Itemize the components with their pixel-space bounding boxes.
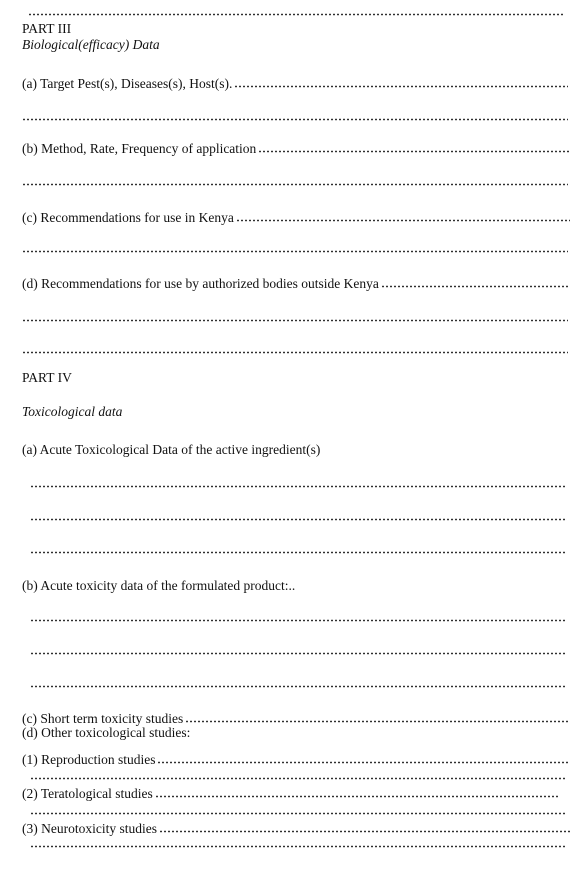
part3-subheading: Biological(efficacy) Data xyxy=(22,37,160,52)
part4-item-c xyxy=(22,711,570,726)
dotted-line xyxy=(30,845,566,848)
dotted-line xyxy=(22,319,568,322)
part3-item-b xyxy=(22,141,572,156)
part4-item-d: (d) Other toxicological studies: xyxy=(22,725,191,740)
dotted-line xyxy=(30,777,566,780)
part4-item-b: (b) Acute toxicity data of the formulated product:.. xyxy=(22,578,296,593)
dotted-line xyxy=(22,351,568,354)
dotted-fill xyxy=(155,795,560,798)
dotted-fill xyxy=(381,285,568,288)
dotted-fill xyxy=(236,219,570,222)
part4-item-c-label: (c) Short term toxicity studies xyxy=(22,711,184,726)
part3-item-c xyxy=(22,210,572,225)
dotted-line xyxy=(30,812,566,815)
part4-item-d1-label: (1) Reproduction studies xyxy=(22,752,156,767)
dotted-line xyxy=(22,250,568,253)
dotted-line xyxy=(30,518,566,521)
part4-subheading: Toxicological data xyxy=(22,404,123,419)
dotted-fill xyxy=(159,830,570,833)
part3-item-c-label: (c) Recommendations for use in Kenya xyxy=(22,210,234,225)
dotted-line xyxy=(30,619,566,622)
part3-item-d-label: (d) Recommendations for use by authorized bodies outside Kenya xyxy=(22,276,379,291)
part4-item-d3-label: (3) Neurotoxicity studies xyxy=(22,821,157,836)
part4-item-d3 xyxy=(22,821,572,836)
part3-heading: PART III xyxy=(22,21,72,36)
part4-item-d1 xyxy=(22,752,572,767)
dotted-line xyxy=(28,13,564,16)
part3-item-a-label: (a) Target Pest(s), Diseases(s), Host(s). xyxy=(22,76,233,91)
part4-heading: PART IV xyxy=(22,370,72,385)
part3-item-d xyxy=(22,276,570,291)
part3-item-a xyxy=(22,76,570,91)
dotted-fill xyxy=(157,761,570,764)
part4-item-d2 xyxy=(22,786,562,801)
dotted-fill xyxy=(185,720,568,723)
part4-item-a: (a) Acute Toxicological Data of the active ingredient(s) xyxy=(22,442,321,457)
dotted-line xyxy=(30,551,566,554)
part3-item-b-label: (b) Method, Rate, Frequency of application xyxy=(22,141,257,156)
dotted-fill xyxy=(234,85,568,88)
part4-item-d2-label: (2) Teratological studies xyxy=(22,786,153,801)
dotted-fill xyxy=(258,150,570,153)
dotted-line xyxy=(30,685,566,688)
dotted-line xyxy=(22,183,568,186)
dotted-line xyxy=(30,485,566,488)
dotted-line xyxy=(30,652,566,655)
dotted-line xyxy=(22,118,568,121)
